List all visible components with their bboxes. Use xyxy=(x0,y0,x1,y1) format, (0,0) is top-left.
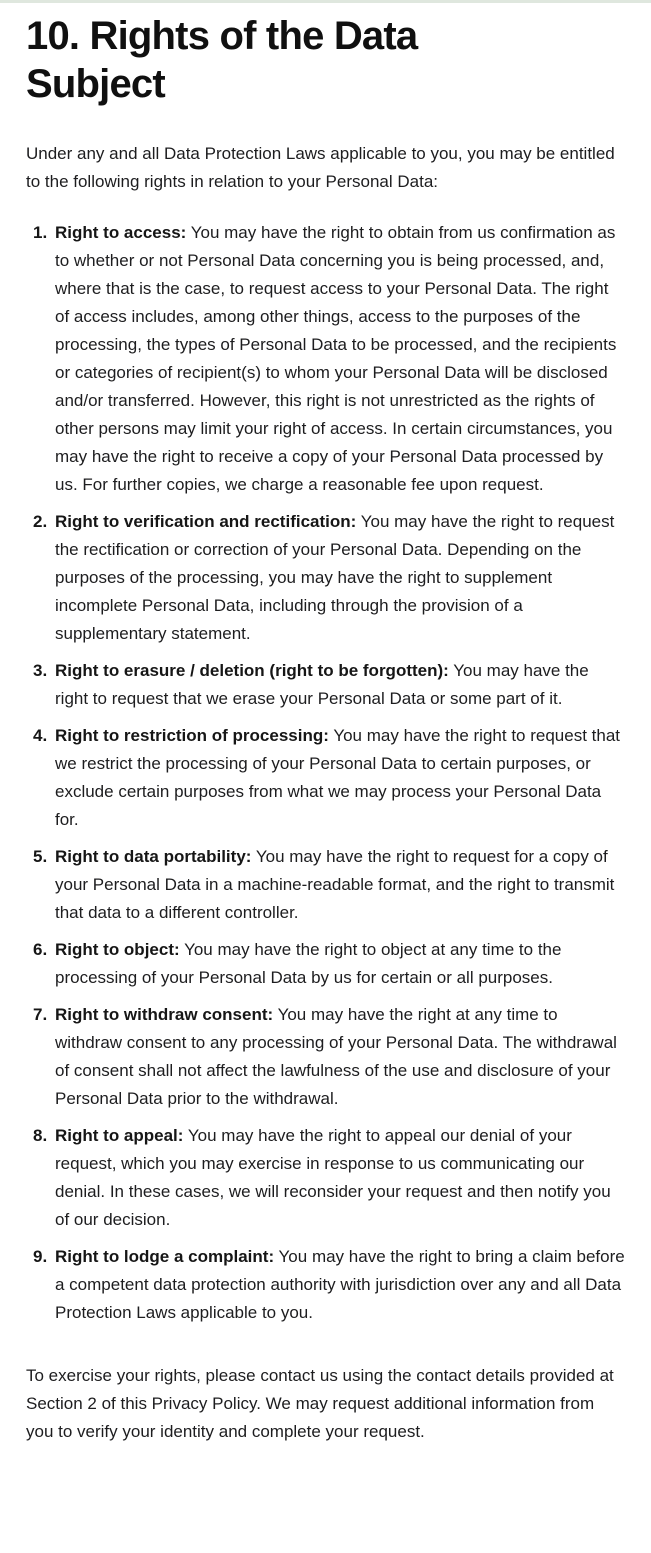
list-item-right-to-access xyxy=(26,219,625,499)
list-item-body: You may have the right to obtain from us confirmation as to whether or not Personal Data concerning you is being processed, and, where that is the case, to request access to your Personal Data. The right of access includes, among other things, access to the purposes of the processing, the types of Personal Data to be processed, and the recipients or categories of recipient(s) to whom your Personal Data will be disclosed and/or transferred. However, this right is not unrestricted as the rights of other persons may limit your right of access. In certain circumstances, you may have the right to receive a copy of your Personal Data processed by us. For further copies, we charge a reasonable fee upon request. xyxy=(55,223,617,494)
list-item-text xyxy=(55,843,625,927)
list-item-right-to-appeal xyxy=(26,1122,625,1234)
list-item-body: You may have the right to request for a copy of your Personal Data in a machine-readable format, and the right to transmit that data to a different controller. xyxy=(55,847,615,922)
list-item-body: You may have the right to appeal our denial of your request, which you may exercise in response to us communicating our denial. In these cases, we will reconsider your request and then notify you of our decision. xyxy=(55,1126,611,1229)
list-item-right-to-restriction xyxy=(26,722,625,834)
list-item-right-to-verification xyxy=(26,508,625,648)
list-item-body: You may have the right to object at any time to the processing of your Personal Data by us for certain or all purposes. xyxy=(55,940,562,987)
list-item-body: You may have the right to request that we restrict the processing of your Personal Data to certain purposes, or exclude certain purposes from what we may process your Personal Data for. xyxy=(55,726,620,829)
list-item-right-to-data-portability xyxy=(26,843,625,927)
list-item-number: 8. xyxy=(33,1126,48,1145)
list-item-number: 5. xyxy=(33,847,48,866)
list-item-text xyxy=(55,1122,625,1234)
section-title: 10. Rights of the Data Subject xyxy=(26,14,418,106)
list-item-number: 6. xyxy=(33,940,48,959)
list-item-text xyxy=(55,219,625,499)
list-item-number: 2. xyxy=(33,512,48,531)
list-item-number: 1. xyxy=(33,223,48,242)
list-item-label: Right to data portability: xyxy=(55,847,252,866)
list-item-text xyxy=(55,657,625,713)
list-item-label: Right to appeal: xyxy=(55,1126,184,1145)
list-item-label: Right to restriction of processing: xyxy=(55,726,329,745)
list-item-text xyxy=(55,936,625,992)
list-item-text xyxy=(55,722,625,834)
list-item-label: Right to access: xyxy=(55,223,187,242)
list-item-right-to-erasure xyxy=(26,657,625,713)
list-item-text xyxy=(55,1001,625,1113)
list-item-body: You may have the right at any time to withdraw consent to any processing of your Personal Data. The withdrawal of consent shall not affect the lawfulness of the use and disclosure of your Personal Data prior to the withdrawal. xyxy=(55,1005,617,1108)
list-item-number: 3. xyxy=(33,661,48,680)
list-item-number: 9. xyxy=(33,1247,48,1266)
list-item-label: Right to object: xyxy=(55,940,180,959)
list-item-text xyxy=(55,1243,625,1327)
list-item-body: You may have the right to bring a claim before a competent data protection authority with jurisdiction over any and all Data Protection Laws applicable to you. xyxy=(55,1247,625,1322)
list-item-right-to-withdraw-consent xyxy=(26,1001,625,1113)
list-item-body: You may have the right to request the rectification or correction of your Personal Data. Depending on the purposes of the processing, you may have the right to supplement incomplete Personal Data, including through the provision of a supplementary statement. xyxy=(55,512,615,643)
rights-list xyxy=(26,219,625,1327)
intro-paragraph: Under any and all Data Protection Laws applicable to you, you may be entitled to the following rights in relation to your Personal Data: xyxy=(26,144,615,191)
list-item-right-to-lodge-complaint xyxy=(26,1243,625,1327)
closing-paragraph: To exercise your rights, please contact us using the contact details provided at Section 2 of this Privacy Policy. We may request additional information from you to verify your identity and complete your request. xyxy=(26,1366,614,1441)
list-item-label: Right to withdraw consent: xyxy=(55,1005,274,1024)
list-item-right-to-object xyxy=(26,936,625,992)
list-item-body: You may have the right to request that we erase your Personal Data or some part of it. xyxy=(55,661,589,708)
list-item-number: 7. xyxy=(33,1005,48,1024)
list-item-text xyxy=(55,508,625,648)
list-item-label: Right to erasure / deletion (right to be forgotten): xyxy=(55,661,449,680)
list-item-label: Right to lodge a complaint: xyxy=(55,1247,275,1266)
list-item-label: Right to verification and rectification: xyxy=(55,512,357,531)
list-item-number: 4. xyxy=(33,726,48,745)
rights-section xyxy=(0,3,651,1454)
